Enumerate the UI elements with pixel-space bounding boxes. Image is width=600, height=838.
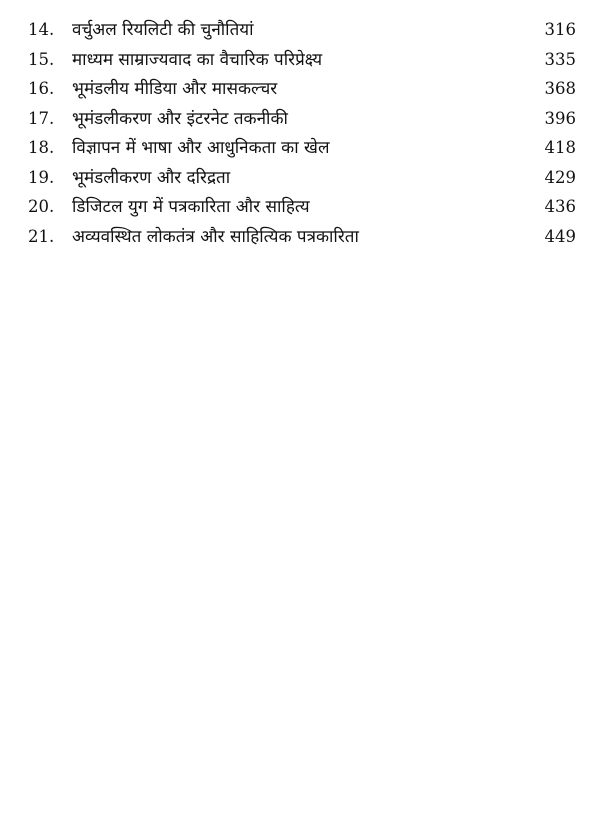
toc-entry-number: 17. [28,108,55,128]
toc-entry-title: अव्यवस्थित लोकतंत्र और साहित्यिक पत्रकारिता [72,226,359,247]
toc-entry-number: 16. [28,79,55,98]
toc-entry [28,106,576,136]
toc-entry-page: 316 [544,20,576,39]
toc-entry-page: 429 [544,167,576,187]
toc-entry-page: 436 [544,197,576,216]
toc-entry-number: 20. [28,197,55,216]
toc-entry-page: 418 [544,138,576,157]
toc-entry-title: भूमंडलीकरण और इंटरनेट तकनीकी [72,108,288,129]
toc-entry-title: डिजिटल युग में पत्रकारिता और साहित्य [72,197,310,217]
toc-entry-number: 18. [28,138,55,157]
toc-entry-page: 335 [544,49,576,69]
toc-entry-title: माध्यम साम्राज्यवाद का वैचारिक परिप्रेक्ष्य [72,49,323,70]
toc-entry [28,76,576,106]
toc-entry-page: 368 [544,79,576,98]
toc-entry [28,165,576,195]
toc-entry-title: वर्चुअल रियलिटी की चुनौतियां [72,20,254,40]
toc-entry [28,194,576,224]
toc-entry [28,135,576,165]
toc-entry-number: 14. [28,20,55,39]
toc-entry-title: भूमंडलीकरण और दरिद्रता [72,167,231,188]
toc-entry-number: 19. [28,167,55,187]
table-of-contents [28,17,576,253]
toc-entry-page: 449 [544,226,576,246]
toc-entry [28,224,576,254]
toc-entry [28,47,576,77]
toc-entry [28,17,576,47]
toc-entry-title: विज्ञापन में भाषा और आधुनिकता का खेल [72,138,330,158]
toc-entry-number: 15. [28,49,55,69]
toc-entry-number: 21. [28,226,55,246]
toc-entry-page: 396 [544,108,576,128]
toc-entry-title: भूमंडलीय मीडिया और मासकल्चर [72,79,278,99]
